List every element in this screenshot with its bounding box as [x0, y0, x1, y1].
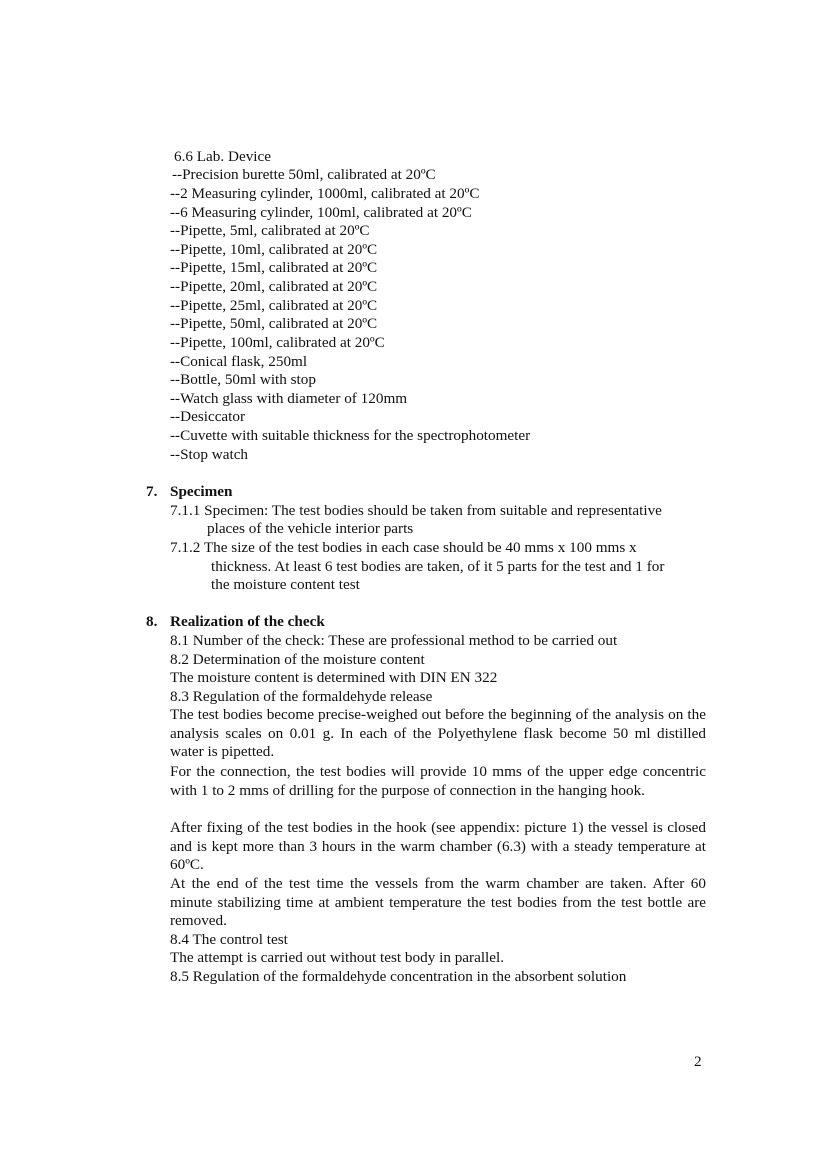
moisture-text: The moisture content is determined with DIN EN 322: [170, 669, 498, 686]
lab-device-item: --Pipette, 20ml, calibrated at 20ºC: [170, 278, 378, 295]
specimen-paragraph-line: places of the vehicle interior parts: [207, 520, 414, 537]
subsection-8-1: 8.1 Number of the check: These are professional method to be carried out: [170, 632, 618, 649]
lab-device-item: --Bottle, 50ml with stop: [170, 371, 316, 388]
lab-device-item: --Desiccator: [170, 408, 246, 425]
lab-device-item: --Cuvette with suitable thickness for the spectrophotometer: [170, 427, 531, 444]
lab-device-item: --6 Measuring cylinder, 100ml, calibrated at 20ºC: [170, 204, 472, 221]
paragraph-weighing: The test bodies become precise-weighed out before the beginning of the analysis on the analysis scales on 0.01 g. In each of the Polyethylene flask become 50 ml distilled water is pipetted.: [170, 706, 706, 761]
lab-device-item: --Conical flask, 250ml: [170, 353, 308, 370]
lab-device-item: --Pipette, 100ml, calibrated at 20ºC: [170, 334, 385, 351]
control-test-text: The attempt is carried out without test body in parallel.: [170, 949, 505, 966]
subsection-8-5: 8.5 Regulation of the formaldehyde concentration in the absorbent solution: [170, 968, 627, 985]
section-7-title: Specimen: [170, 483, 233, 500]
section-8-number: 8.: [146, 613, 158, 630]
paragraph-fixing: After fixing of the test bodies in the hook (see appendix: picture 1) the vessel is closed and is kept more than 3 hours in the warm chamber (6.3) with a steady temperature at 60ºC.: [170, 819, 706, 874]
page-number: 2: [694, 1053, 702, 1070]
subsection-8-2: 8.2 Determination of the moisture content: [170, 651, 425, 668]
lab-device-item: --Watch glass with diameter of 120mm: [170, 390, 408, 407]
lab-device-item: --Pipette, 50ml, calibrated at 20ºC: [170, 315, 378, 332]
section-7-number: 7.: [146, 483, 158, 500]
specimen-size-line: thickness. At least 6 test bodies are taken, of it 5 parts for the test and 1 for: [211, 558, 665, 575]
lab-device-item: --Precision burette 50ml, calibrated at 20ºC: [172, 166, 436, 183]
lab-device-heading: 6.6 Lab. Device: [174, 148, 271, 165]
paragraph-end-of-test: At the end of the test time the vessels from the warm chamber are taken. After 60 minute stabilizing time at ambient temperature the test bodies from the test bottle are removed.: [170, 875, 706, 930]
specimen-paragraph-line: 7.1.1 Specimen: The test bodies should be taken from suitable and representative: [170, 502, 662, 519]
lab-device-item: --Pipette, 10ml, calibrated at 20ºC: [170, 241, 378, 258]
section-8-title: Realization of the check: [170, 613, 325, 630]
lab-device-item: --2 Measuring cylinder, 1000ml, calibrated at 20ºC: [170, 185, 480, 202]
specimen-size-line: the moisture content test: [211, 576, 360, 593]
subsection-8-4: 8.4 The control test: [170, 931, 288, 948]
paragraph-connection: For the connection, the test bodies will provide 10 mms of the upper edge concentric with 1 to 2 mms of drilling for the purpose of connection in the hanging hook.: [170, 763, 706, 799]
lab-device-item: --Stop watch: [170, 446, 249, 463]
lab-device-item: --Pipette, 25ml, calibrated at 20ºC: [170, 297, 378, 314]
specimen-size-line: 7.1.2 The size of the test bodies in each case should be 40 mms x 100 mms x: [170, 539, 637, 556]
lab-device-item: --Pipette, 5ml, calibrated at 20ºC: [170, 222, 370, 239]
lab-device-item: --Pipette, 15ml, calibrated at 20ºC: [170, 259, 378, 276]
subsection-8-3: 8.3 Regulation of the formaldehyde release: [170, 688, 433, 705]
